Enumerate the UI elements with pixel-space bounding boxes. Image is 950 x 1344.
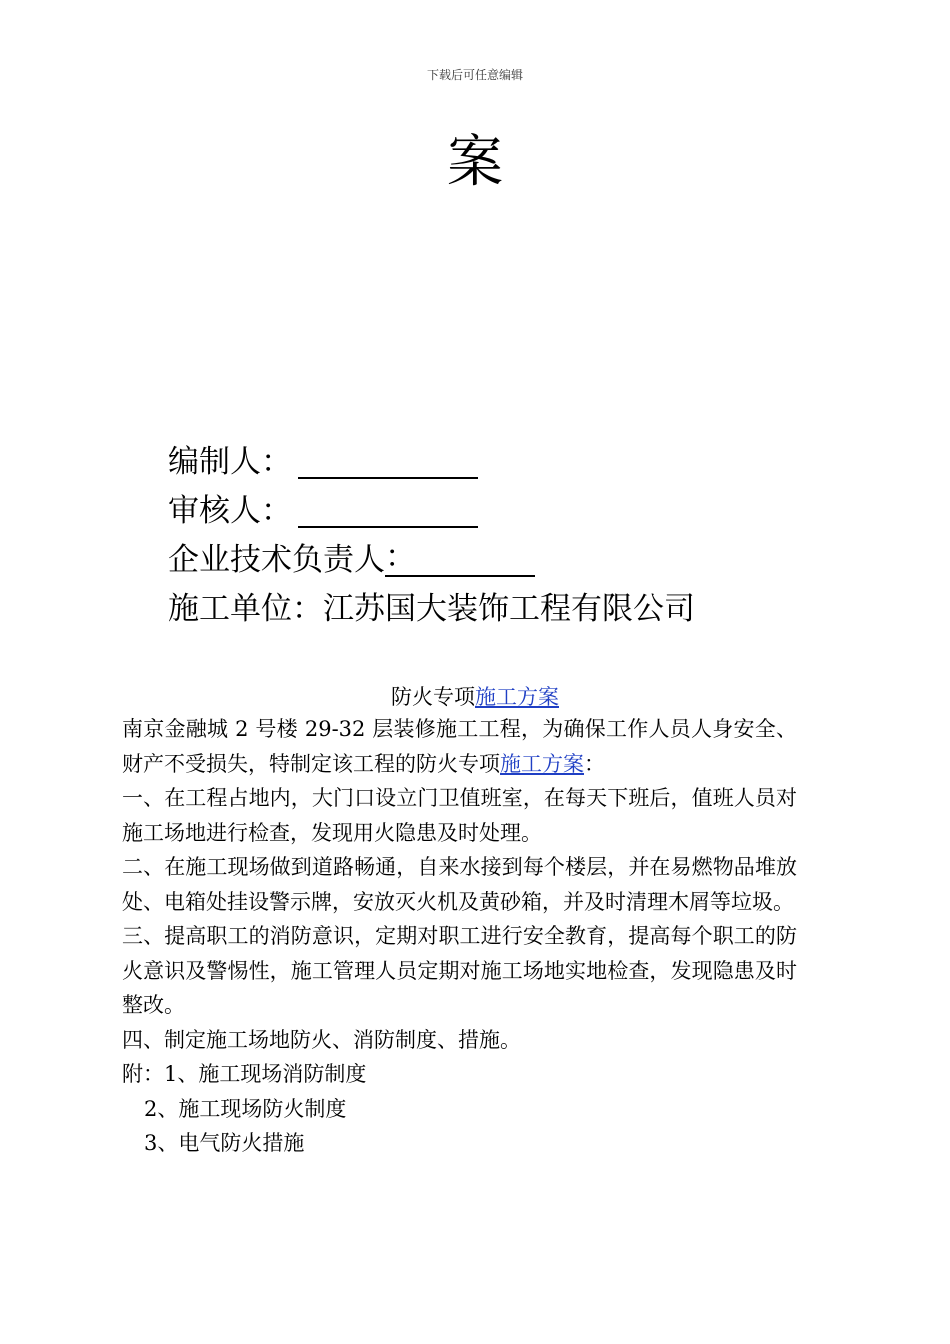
reviewer-blank-line xyxy=(298,490,478,528)
item-4: 四、制定施工场地防火、消防制度、措施。 xyxy=(122,1027,521,1052)
reviewer-row xyxy=(168,487,695,536)
document-title xyxy=(0,682,950,712)
intro-paragraph xyxy=(122,712,797,781)
company-row xyxy=(168,585,695,634)
intro-link[interactable]: 施工方案 xyxy=(500,751,584,776)
editor-label: 编制人： xyxy=(168,444,292,480)
reviewer-label: 审核人： xyxy=(168,493,292,529)
company-label: 施工单位：江苏国大装饰工程有限公司 xyxy=(168,591,695,627)
title-link[interactable]: 施工方案 xyxy=(475,685,559,709)
header-note: 下载后可任意编辑 xyxy=(426,68,523,82)
item-3: 三、提高职工的消防意识，定期对职工进行安全教育，提高每个职工的防火意识及警惕性，施工管理人员定期对施工场地实地检查，发现隐患及时整改。 xyxy=(122,924,797,1017)
appendix-2: 2、施工现场防火制度 xyxy=(144,1096,347,1121)
tech-lead-label: 企业技术负责人 xyxy=(168,542,385,578)
editor-blank-line xyxy=(298,441,478,479)
tech-lead-colon: ： xyxy=(385,539,416,575)
cover-title: 案 xyxy=(447,130,503,195)
tech-lead-row xyxy=(168,536,695,585)
signature-block xyxy=(168,438,695,634)
tech-lead-blank-line xyxy=(385,539,535,577)
editor-row xyxy=(168,438,695,487)
document-body xyxy=(122,712,797,1161)
appendix-1: 附：1、施工现场消防制度 xyxy=(122,1062,367,1086)
title-prefix: 防火专项 xyxy=(391,685,475,709)
intro-text: 南京金融城 2 号楼 29-32 层装修施工工程，为确保工作人员人身安全、财产不受损失，特制定该工程的防火专项 xyxy=(122,717,797,776)
intro-end: ： xyxy=(584,751,605,776)
item-2: 二、在施工现场做到道路畅通，自来水接到每个楼层，并在易燃物品堆放处、电箱处挂设警示牌，安放灭火机及黄砂箱，并及时清理木屑等垃圾。 xyxy=(122,855,797,914)
item-1: 一、在工程占地内，大门口设立门卫值班室，在每天下班后，值班人员对施工场地进行检查，发现用火隐患及时处理。 xyxy=(122,786,797,845)
appendix-3: 3、电气防火措施 xyxy=(144,1131,305,1155)
